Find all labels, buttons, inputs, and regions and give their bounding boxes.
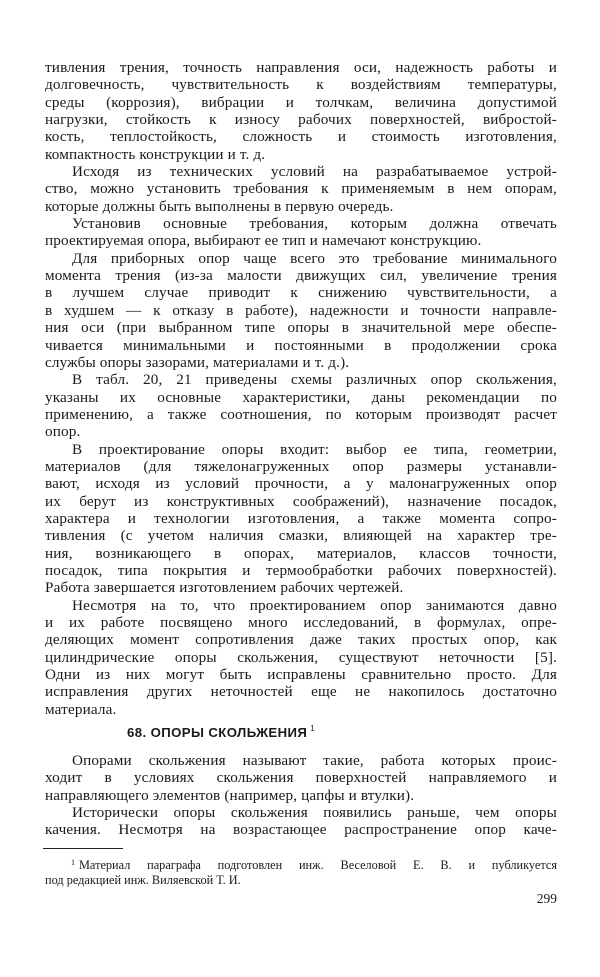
paragraph <box>45 371 557 440</box>
text-line: ния, возникающего в опорах, материалов, классов точности, <box>45 544 557 562</box>
text-line: чивается минимальными и постоянными в продолжении срока <box>45 336 557 354</box>
paragraph <box>45 215 557 250</box>
text-line: и их работе посвящено много исследований, в формулах, опре- <box>45 614 557 631</box>
text-line: Одни из них могут быть исправлены сравнительно просто. Для <box>45 666 557 684</box>
text-line: указаны их основные характеристики, даны рекомендации по <box>45 388 557 406</box>
text-line: тивления (с учетом наличия смазки, влияющей на характер тре- <box>45 527 557 545</box>
text-line: Исторически опоры скольжения появились раньше, чем опоры <box>72 804 557 822</box>
text-line: нагрузки, стойкость к износу рабочих поверхностей, вибростой- <box>45 111 557 129</box>
text-line: кость, теплостойкость, сложность и стоимость изготовления, <box>45 128 557 146</box>
footnote-mark: 1 <box>71 858 75 867</box>
footnote-text: Материал параграфа подготовлен инж. Веселовой Е. В. и публикуется <box>79 858 557 872</box>
text-line: момента трения (из-за малости движущих сил, увеличение трения <box>45 267 557 285</box>
text-line: компактность конструкции и т. д. <box>45 145 266 163</box>
text-line: среды (коррозия), вибрации и толчкам, величина допустимой <box>45 93 557 111</box>
text-line: ство, можно установить требования к применяемым в нем опорам, <box>45 180 557 198</box>
text-line: цилиндрические опоры скольжения, существуют неточности [5]. <box>45 648 557 666</box>
paragraph <box>45 752 557 804</box>
section-body <box>45 752 557 839</box>
footnote-line: под редакцией инж. Виляевской Т. И. <box>45 872 241 887</box>
text-line: в лучшем случае приводит к снижению чувствительности, а <box>45 284 557 302</box>
paragraph-continuation <box>45 59 557 163</box>
text-line: применению, а также соотношения, по которым производят расчет <box>45 405 557 423</box>
text-line: проектируемая опора, выбирают ее тип и намечают конструкцию. <box>45 232 482 250</box>
footnote-reference[interactable]: 1 <box>310 724 316 733</box>
text-line: службы опоры зазорами, материалами и т. д.). <box>45 353 350 371</box>
paragraph <box>45 804 557 839</box>
text-line: в худшем — к отказу в работе), надежности и точности направле- <box>45 301 557 319</box>
text-line: Исходя из технических условий на разрабатываемое устрой- <box>72 163 557 181</box>
text-line: Опорами скольжения называют такие, работа которых проис- <box>72 752 557 769</box>
text-line: материалов (для тяжелонагруженных опор размеры устанавли- <box>45 457 557 475</box>
text-line: вают, исходя из условий прочности, а у малонагруженных опор <box>45 475 557 493</box>
text-line: тивления трения, точность направления оси, надежность работы и <box>45 59 557 76</box>
paragraph <box>45 250 557 371</box>
text-line: материала. <box>45 700 117 718</box>
text-line: Установив основные требования, которым должна отвечать <box>72 215 557 233</box>
section-heading <box>127 724 315 740</box>
text-line: В табл. 20, 21 приведены схемы различных опор скольжения, <box>72 371 557 389</box>
text-line: ходит в условиях скольжения поверхностей направляемого и <box>45 769 557 787</box>
section-heading-text: 68. ОПОРЫ СКОЛЬЖЕНИЯ <box>127 725 308 740</box>
footnote <box>45 856 557 887</box>
paragraph <box>45 163 557 215</box>
text-line: направляющего элементов (например, цапфы и втулки). <box>45 786 415 804</box>
page-number: 299 <box>536 891 557 906</box>
footnote-line <box>45 856 557 873</box>
text-line: Несмотря на то, что проектированием опор занимаются давно <box>72 596 557 614</box>
text-line: которые должны быть выполнены в первую очередь. <box>45 197 394 215</box>
text-line: посадок, типа покрытия и термообработки рабочих поверхностей). <box>45 561 557 579</box>
text-line: характера и технологии изготовления, а также момента сопро- <box>45 509 557 527</box>
paragraph <box>45 441 557 597</box>
text-line: опор. <box>45 423 81 441</box>
text-line: деляющих момент сопротивления даже таких простых опор, как <box>45 631 557 649</box>
footnote-divider <box>43 848 123 849</box>
text-line: ния оси (при выбранном типе опоры в значительной мере обеспе- <box>45 319 557 337</box>
body-text <box>45 59 557 718</box>
text-line: Для приборных опор чаще всего это требование минимального <box>72 249 557 267</box>
text-line: исправления других неточностей еще не накопилось достаточно <box>45 683 557 701</box>
text-line: их берут из конструктивных соображений), назначение посадок, <box>45 492 557 510</box>
text-line: долговечность, чувствительность к воздействиям температуры, <box>45 76 557 94</box>
text-line: В проектирование опоры входит: выбор ее типа, геометрии, <box>72 440 557 458</box>
paragraph <box>45 597 557 718</box>
text-line: Работа завершается изготовлением рабочих чертежей. <box>45 579 404 597</box>
text-line: качения. Несмотря на возрастающее распространение опор каче- <box>45 821 557 839</box>
